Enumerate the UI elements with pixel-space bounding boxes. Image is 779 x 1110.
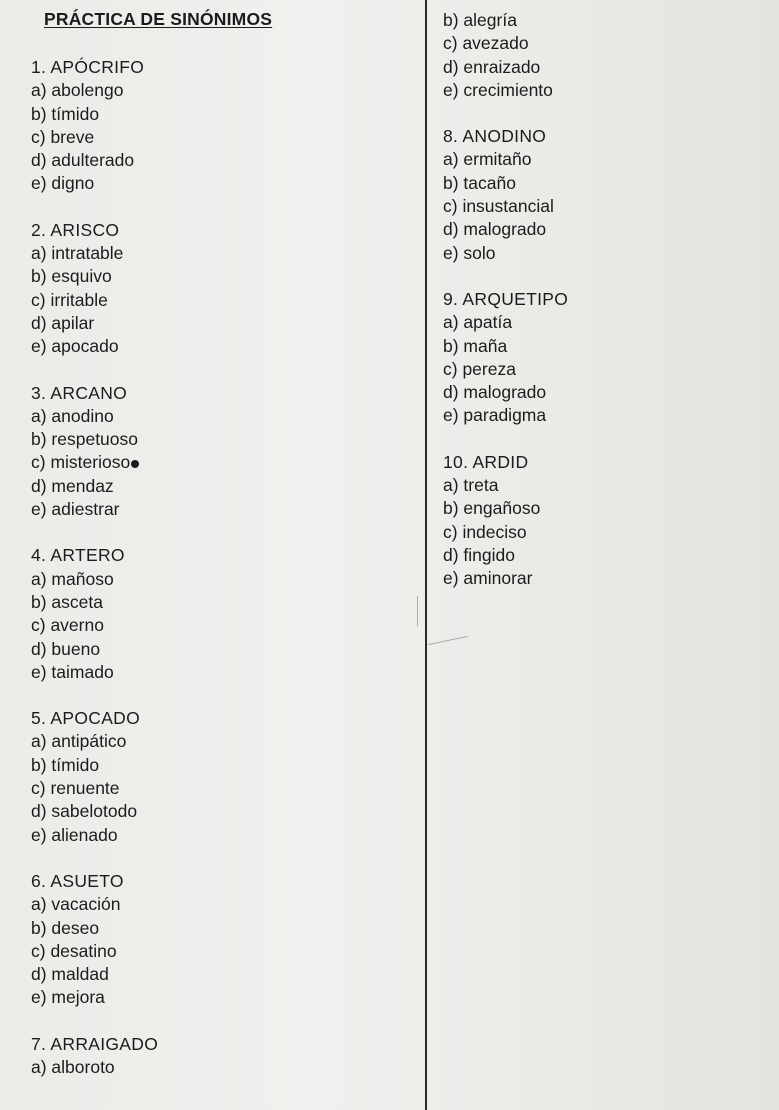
question-heading (31, 56, 158, 79)
option: d) sabelotodo (31, 801, 138, 822)
option: e) solo (443, 242, 496, 263)
right-column (443, 9, 568, 614)
column-divider (425, 0, 427, 1110)
question-number: 7. (31, 1033, 47, 1054)
question-heading (31, 219, 158, 242)
page-title: PRÁCTICA DE SINÓNIMOS (44, 9, 273, 29)
option: e) paradigma (443, 405, 547, 426)
left-column (31, 56, 158, 1102)
option: a) treta (443, 475, 499, 496)
option-text: c) misterioso (31, 452, 131, 473)
question-number: 6. (31, 870, 47, 891)
option: b) esquivo (31, 266, 112, 287)
question-number: 10. (443, 451, 469, 472)
option: e) apocado (31, 336, 119, 357)
option: a) antipático (31, 731, 127, 752)
question-number: 4. (31, 545, 47, 566)
question-word: ARRAIGADO (50, 1033, 159, 1054)
question-heading (31, 382, 158, 405)
question-8 (443, 125, 568, 265)
question-word: ARISCO (50, 219, 120, 240)
question-1 (31, 56, 158, 196)
option: d) mendaz (31, 475, 114, 496)
question-7-continuation (443, 9, 568, 102)
option: d) apilar (31, 312, 95, 333)
question-word: ARQUETIPO (462, 288, 569, 309)
option: a) anodino (31, 405, 114, 426)
option: a) mañoso (31, 568, 114, 589)
question-heading (443, 125, 568, 148)
question-number: 9. (443, 288, 459, 309)
question-word: APOCADO (50, 708, 141, 729)
pen-mark-dot (131, 460, 139, 468)
option: c) averno (31, 615, 104, 636)
option: d) malogrado (443, 219, 547, 240)
question-10 (443, 451, 568, 591)
option: d) bueno (31, 638, 101, 659)
option: a) alboroto (31, 1056, 115, 1077)
option: e) crecimiento (443, 79, 553, 100)
question-heading (31, 707, 158, 730)
option: d) maldad (31, 964, 109, 985)
option: e) aminorar (443, 568, 533, 589)
option: c) indeciso (443, 521, 527, 542)
option: c) desatino (31, 940, 117, 961)
option: e) alienado (31, 824, 118, 845)
option: e) mejora (31, 987, 105, 1008)
option: c) pereza (443, 358, 516, 379)
option: b) asceta (31, 591, 103, 612)
question-6 (31, 870, 158, 1010)
option: c) avezado (443, 33, 529, 54)
question-2 (31, 219, 158, 359)
option: b) deseo (31, 917, 100, 938)
option: a) vacación (31, 894, 121, 915)
option: c) renuente (31, 778, 120, 799)
option: d) fingido (443, 544, 515, 565)
option: a) ermitaño (443, 149, 532, 170)
option-with-mark (31, 451, 158, 474)
question-4 (31, 544, 158, 684)
option: e) adiestrar (31, 499, 120, 520)
option: e) taimado (31, 661, 114, 682)
question-3 (31, 382, 158, 522)
question-heading (31, 1033, 158, 1056)
option: b) alegría (443, 10, 517, 30)
question-word: APÓCRIFO (50, 57, 145, 77)
option: b) tímido (31, 754, 100, 775)
paper-scuff-mark (417, 596, 418, 626)
option: c) insustancial (443, 196, 554, 217)
option: b) tímido (31, 103, 100, 124)
question-word: ARTERO (50, 545, 125, 566)
option: d) adulterado (31, 150, 135, 171)
question-heading (31, 870, 158, 893)
paper-scuff-mark (428, 636, 467, 645)
question-9 (443, 288, 568, 428)
option: b) tacaño (443, 172, 516, 193)
option: c) breve (31, 126, 95, 147)
option: b) maña (443, 335, 508, 356)
question-heading (31, 544, 158, 567)
question-number: 3. (31, 382, 47, 403)
question-heading (443, 451, 568, 474)
question-number: 1. (31, 57, 47, 77)
question-number: 2. (31, 219, 47, 240)
question-7 (31, 1033, 158, 1080)
option: d) enraizado (443, 56, 541, 77)
question-word: ARCANO (50, 382, 128, 403)
option: c) irritable (31, 289, 108, 310)
question-word: ASUETO (50, 870, 124, 891)
question-number: 5. (31, 708, 47, 729)
option: b) engañoso (443, 498, 541, 519)
option: b) respetuoso (31, 429, 139, 450)
option: a) intratable (31, 243, 124, 264)
option: a) apatía (443, 312, 513, 333)
option: a) abolengo (31, 80, 124, 101)
question-number: 8. (443, 126, 459, 147)
option: e) digno (31, 173, 95, 194)
question-heading (443, 288, 568, 311)
question-word: ARDID (472, 451, 529, 472)
question-word: ANODINO (462, 126, 547, 147)
question-5 (31, 707, 158, 847)
option: d) malogrado (443, 382, 547, 403)
